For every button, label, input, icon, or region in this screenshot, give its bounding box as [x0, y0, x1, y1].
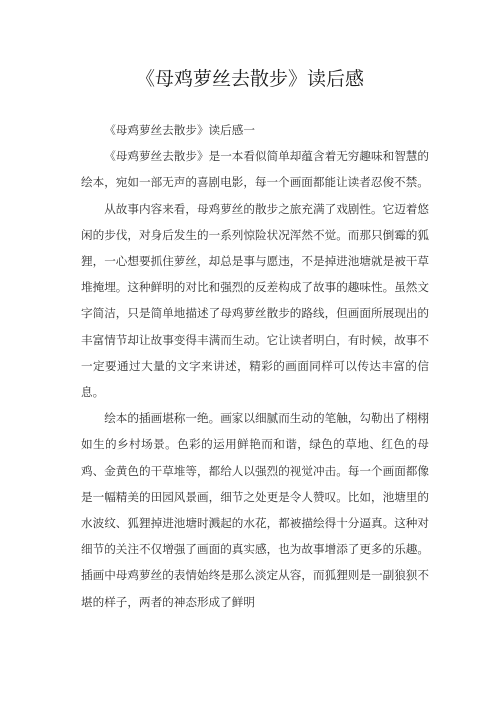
section-subtitle: 《母鸡萝丝去散步》读后感一 — [104, 123, 255, 137]
document-title: 《母鸡萝丝去散步》读后感 — [135, 68, 364, 90]
document-body — [81, 117, 429, 615]
paragraph-1: 《母鸡萝丝去散步》是一本看似简单却蕴含着无穷趣味和智慧的绘本，宛如一部无声的喜剧电影，每一个画面都能让读者忍俊不禁。 — [81, 149, 429, 190]
paragraph-3: 绘本的插画堪称一绝。画家以细腻而生动的笔触，勾勒出了栩栩如生的乡村场景。色彩的运用鲜艳而和谐，绿色的草地、红色的母鸡、金黄色的干草堆等，都给人以强烈的视觉冲击。每一个画面都像是一幅精美的田园风景画，细节之处更是令人赞叹。比如，池塘里的水波纹、狐狸掉进池塘时溅起的水花，都被描绘得十分逼真。这种对细节的关注不仅增强了画面的真实感，也为故事增添了更多的乐趣。插画中母鸡萝丝的表情始终是那么淡定从容，而狐狸则是一副狼狈不堪的样子，两者的神态形成了鲜明 — [81, 411, 429, 609]
paragraph-2: 从故事内容来看，母鸡萝丝的散步之旅充满了戏剧性。它迈着悠闲的步伐，对身后发生的一系列惊险状况浑然不觉。而那只倒霉的狐狸，一心想要抓住萝丝，却总是事与愿违，不是掉进池塘就是被干草堆掩埋。这种鲜明的对比和强烈的反差构成了故事的趣味性。虽然文字简洁，只是简单地描述了母鸡萝丝散步的路线，但画面所展现出的丰富情节却让故事变得丰满而生动。它让读者明白，有时候，故事不一定要通过大量的文字来讲述，精彩的画面同样可以传达丰富的信息。 — [81, 201, 429, 400]
